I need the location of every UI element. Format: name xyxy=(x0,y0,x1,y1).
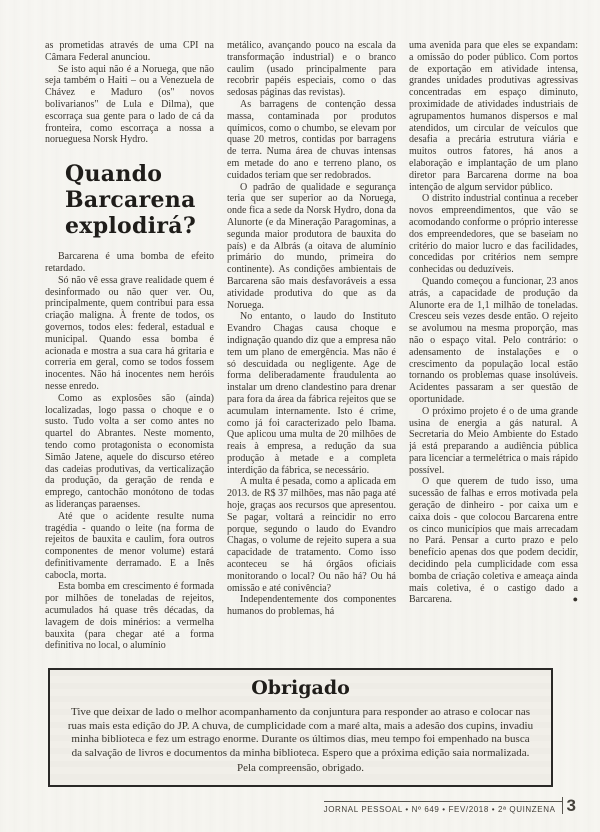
article-paragraph: Barcarena é uma bomba de efeito retardado. xyxy=(45,251,214,274)
page-number: 3 xyxy=(562,797,576,814)
article-paragraph: Até que o acidente resulte numa tragédia - quando o leite (na forma de rejeitos de bauxita e caulim, fora outros componentes de menor volume) estará definitivamente derramado. E a Inês cabocla, morta. xyxy=(45,510,214,581)
article-paragraph: O padrão de qualidade e segurança teria que ser superior ao da Noruega, onde fica a sede da Norsk Hydro, dona da Alunorte (e da Mineração Paragominas, a segunda maior produtora de bauxita do país) e da Albrás (a oitava de alumínio primário do mundo, primeira do continente). As condições ambientais de Barcarena são mais desfavoráveis a essa atividade produtiva do que as da Noruega. xyxy=(227,181,396,311)
thanks-box-closing: Pela compreensão, obrigado. xyxy=(236,762,365,775)
journal-issue-info: JORNAL PESSOAL • Nº 649 • FEV/2018 • 2ª QUINZENA xyxy=(324,801,562,814)
article-paragraph: as prometidas através de uma CPI na Câmara Federal anunciou. xyxy=(45,40,214,63)
article-paragraph: metálico, avançando pouco na escala da transformação industrial) e o branco caulim (usado principalmente para recobrir papéis especiais, como o das sedosas páginas das revistas). xyxy=(227,40,396,99)
article-column-1 xyxy=(45,40,214,660)
article-paragraph: O que querem de tudo isso, uma sucessão de falhas e erros motivada pela geração de dinheiro - por caixa um e caixa dois - que colocou Barcarena entre os cinco municípios que mais arrecadam no Pará. Pensar a curto prazo e pelo benefício apenas dos que podem decidir, decidindo pela cumplicidade com essa bomba de criação coletiva e ameaça ainda mais coletiva, é o castigo dado a Barcarena. ● xyxy=(409,476,578,606)
article-paragraph: No entanto, o laudo do Instituto Evandro Chagas causa choque e indignação quando diz que a empresa não tem um plano de emergência. Mas não é só descuidada ou negligente. Age de forma deliberadamente fraudulenta ao instalar um dreno clandestino para drenar para fora da área da fábrica rejeitos que se acumulam internamente. Isto é crime, como já foi caracterizado pelo Ibama. Que aplicou uma multa de 20 milhões de reais à empresa, a redução da sua produção à metade e a completa interdição da fábrica, se necessário. xyxy=(227,311,396,476)
article-paragraph: Esta bomba em crescimento é formada por milhões de toneladas de rejeitos, acumulados há quase três décadas, da lavagem de dois minérios: a vermelha bauxita (para chegar até a forma definitiva no local, o alumínio xyxy=(45,581,214,652)
article-paragraph: As barragens de contenção dessa massa, contaminada por produtos químicos, como o chumbo, se elevam por quase 20 metros, contidas por barragens de terra. Numa área de chuvas intensas em metade do ano e terreno plano, os cuidados teriam que ser redobrados. xyxy=(227,98,396,181)
article-heading: Quando Barcarena explodirá? xyxy=(65,161,197,240)
article-paragraph: A multa é pesada, como a aplicada em 2013. de R$ 37 milhões, mas não paga até hoje, graças aos recursos que apresentou. Se pagar, voltará a reincidir no erro porque, segundo o laudo do Evandro Chagas, o volume de rejeito supera a sua capacidade de tratamento. Como isso aconteceu se há órgãos oficiais monitorando o local? Ou não há? Ou há omissão e até conivência? xyxy=(227,476,396,594)
article-paragraph: Independentemente dos componentes humanos do problemas, há xyxy=(227,594,396,618)
article-paragraph: O distrito industrial continua a receber novos empreendimentos, que vão se acomodando conforme o próprio interesse dos empreendedores, que se baseiam no critério do maior lucro e das facilidades, concedidas por critérios nem sempre conhecidas ou deduzíveis. xyxy=(409,193,578,276)
article-column-2 xyxy=(227,40,396,660)
thanks-box xyxy=(48,668,553,787)
article-paragraph: Quando começou a funcionar, 23 anos atrás, a capacidade de produção da Alunorte era de 1,1 milhão de toneladas. Cresceu seis vezes desde então. O rejeito se avolumou na mesma proporção, mas não o espaço vital. Pelo contrário: o adensamento de instalações e o crescimento da população local estão tornando os problemas quase insolúveis. Acidentes passaram a ser questão de oportunidade. xyxy=(409,275,578,405)
article-paragraph: O próximo projeto é o de uma grande usina de energia a gás natural. A Secretaria do Meio Ambiente do Estado já está preparando a audiência pública para licenciar a termelétrica o mais rápido possível. xyxy=(409,405,578,476)
article-paragraph: uma avenida para que eles se expandam: a omissão do poder público. Com portos de exportação em atividade intensa, grandes unidades produtivas agressivas concentradas em espaço diminuto, proximidade de atividades industriais de agrupamentos humanos dispersos e mal atendidos, um circular de veículos que desafia a precária estrutura viária e muitos outros fatores, há anos a elaboração e implantação de um plano diretor para Barcarena dorme na boa intenção de algum servidor público. xyxy=(409,40,578,193)
page-footer xyxy=(323,796,576,815)
article-paragraph: Como as explosões são (ainda) localizadas, logo passa o choque e o susto. Tudo volta a ser como antes no quartel do Abrantes. Neste momento, tendo como protagonista o economista Simão Jatene, aquele do discurso etéreo das cadeias produtivas, da verticalização da produção, da geração de renda e emprego, cantochão monótono de todas as lideranças paraenses. xyxy=(45,392,214,510)
article-end-bullet: ● xyxy=(572,594,578,605)
article-paragraph: Se isto aqui não é a Noruega, que não seja também o Haiti – ou a Venezuela de Chávez e Maduro (os" novos bolivarianos" de Lula e Dilma), que escorraça sua gente para o lado de cá da fronteira, como escorraça a nossa a norueguesa Norsk Hydro. xyxy=(45,63,214,146)
thanks-box-title: Obrigado xyxy=(251,677,350,699)
thanks-box-body: Tive que deixar de lado o melhor acompanhamento da conjuntura para responder ao atraso e colocar nas ruas mais esta edição do JP. A chuva, de cumplicidade com a maré alta, mais a adesão dos cupins, invadiu minha biblioteca e fez um estrago enorme. Durante os últimos dias, meu tempo foi empenhado na busca da salvação de livros e documentos da minha biblioteca. Espero que a próxima edição saia normalizada. xyxy=(67,706,534,759)
article-column-3 xyxy=(409,40,578,660)
article-paragraph: Só não vê essa grave realidade quem é desinformado ou não quer ver. Ou, principalmente, quem contribui para essa criação maligna. À frente de todos, os governos, todos eles: federal, estadual e municipal. Quando essa bomba é acionada e mostra a sua cara há gritaria e correria em geral, como se todos fossem inocentes. Não há inocentes nem heróis nesse enredo. xyxy=(45,274,214,392)
article-columns xyxy=(45,40,578,660)
